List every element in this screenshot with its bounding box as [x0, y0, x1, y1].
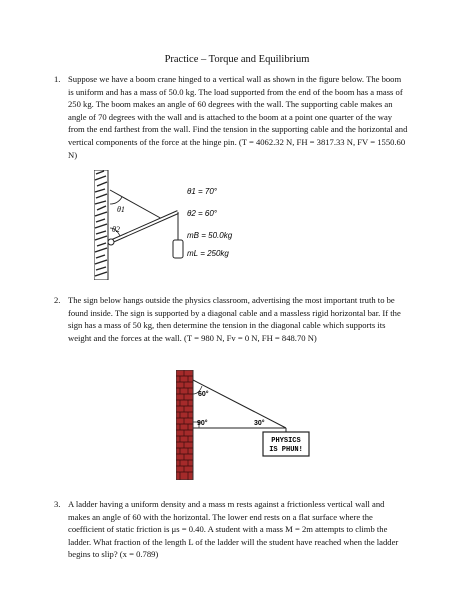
hinge-pin — [108, 239, 114, 245]
problem-3 — [54, 498, 408, 561]
problem-text: A ladder having a uniform density and a mass m rests against a frictionless vertical wall and makes an angle of 60 with the horizontal. The lower end rests on a flat surface where the coefficient of static friction is μs = 0.40. A student with a mass M = 2m attempts to climb the ladder. What fraction of the length L of the ladder will the student have reached when the ladder begins to slip? (x = 0.789) — [68, 499, 399, 560]
theta2-label: θ2 = 60° — [187, 209, 218, 218]
page-title: Practice – Torque and Equilibrium — [164, 54, 310, 65]
brick-wall — [176, 370, 193, 480]
load-mass — [173, 240, 183, 258]
boom-crane-figure — [94, 170, 264, 280]
problem-text: The sign below hangs outside the physics classroom, advertising the most important truth to be found inside. The sign is supported by a diagonal cable and a massless rigid horizontal bar. If the sign has a mass of 50 kg, then determine the tension in the diagonal cable which supports its weight and the forces at the wall. (T = 980 N, Fv = 0 N, FH = 848.70 N) — [68, 295, 401, 343]
theta1-mark: θ1 — [117, 205, 125, 214]
problem-1 — [54, 73, 408, 161]
problem-text: Suppose we have a boom crane hinged to a vertical wall as shown in the figure below. The boom is uniform and has a mass of 50.0 kg. The load supported from the end of the boom has a mass of 250 kg. The boom makes an angle of 60 degrees with the wall. The supporting cable makes an angle of 70 degrees with the wall and is attached to the boom at a point one quarter of the way from the end farthest from the wall. Find the tension in the supporting cable and the horizontal and vertical components of the force at the hinge pin. (T = 4062.32 N, FH = 3817.33 N, FV = 1550.60 N) — [68, 74, 408, 160]
problem-number: 1. — [54, 74, 61, 84]
wall — [94, 170, 108, 280]
sign-text-line2: IS PHUN! — [269, 446, 303, 454]
angle-wall-label: 90° — [197, 420, 208, 427]
problem-number: 3. — [54, 499, 61, 509]
theta1-label: θ1 = 70° — [187, 187, 218, 196]
problem-2 — [54, 294, 408, 344]
angle-sign-label: 30° — [254, 420, 265, 427]
mb-label: mB = 50.0kg — [187, 231, 233, 240]
sign-text-line1: PHYSICS — [271, 437, 301, 445]
theta2-mark: θ2 — [112, 225, 120, 234]
problem-number: 2. — [54, 295, 61, 305]
angle-top-label: 60° — [198, 391, 209, 398]
ml-label: mL = 250kg — [187, 249, 229, 258]
physics-sign-figure — [176, 370, 316, 480]
